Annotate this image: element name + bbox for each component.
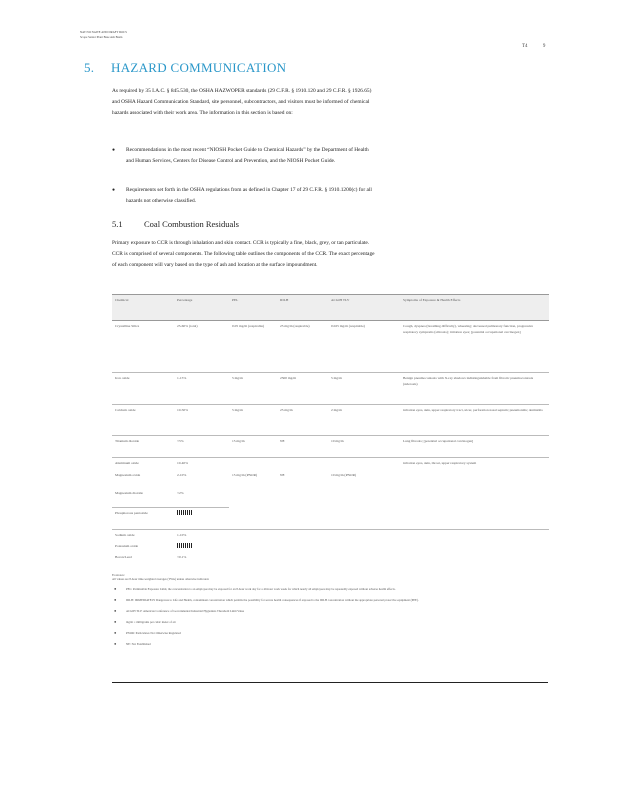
cell-symptoms: Benign pneumoconiosis with X-ray shadows indistinguishable from fibrotic pneumoconiosis (siderosis) xyxy=(400,373,549,405)
cell-pel: 0.05 mg/m (respirable) xyxy=(229,321,277,373)
table-footnotes xyxy=(112,573,549,653)
bullet-item xyxy=(112,145,377,167)
cell-percentage: <2% xyxy=(174,488,229,508)
cell-chemical: Sodium oxide xyxy=(115,533,135,537)
cell-percentage xyxy=(174,508,229,530)
bullet-icon: ● xyxy=(114,586,117,591)
table-row xyxy=(112,541,549,552)
section-intro: As required by 35 I.A.C. § 845.530, the OSHA HAZWOPER standards (29 C.F.R. § 1910.120 and 29 C.F.R. § 1926.65) and OSHA Hazard Communication Standard, site personnel, subcontractors, and visitors must be informed of chemical hazards associated with their work area. The information in this section is based on: xyxy=(112,88,372,116)
cell-percentage xyxy=(174,541,229,552)
subsection-paragraph: Primary exposure to CCR is through inhalation and skin contact. CCR is typically a fine, black, grey, or tan particulate. CCR is comprised of several components. The following table outlines the components of the CCR. The exact percentage of each component will vary based on the type of ash and location at the surface impoundment. xyxy=(112,240,375,268)
table-row xyxy=(112,436,549,458)
cell-tlv: 5 mg/m xyxy=(328,373,400,405)
footnote-item: ● mg/m = milligrams per cubic meter of air xyxy=(114,619,176,624)
col-header-percentage: Percentage xyxy=(174,295,229,321)
cell-tlv: 2 mg/m xyxy=(328,405,400,436)
cell-chemical: Aluminum oxide xyxy=(115,461,139,465)
footnote-item: ● PEL: Permissible Exposure Limit, the concentration to an employee may be exposed for an 8-hour work day for a 40-hour work week for which nearly all employees may be repeatedly exposed without adverse health effects. xyxy=(114,586,396,591)
table-row xyxy=(112,530,549,541)
cell-idlh xyxy=(277,458,328,470)
cell-pel: 5 mg/m xyxy=(229,405,277,436)
cell-chemical: Titanium dioxide xyxy=(112,436,174,458)
cell-symptoms: Lung fibrosis; [potential occupational carcinogen] xyxy=(400,436,549,458)
subsection-title: Coal Combustion Residuals xyxy=(144,219,239,229)
col-header-pel: PEL xyxy=(229,295,277,321)
cell-percentage: 1-15% xyxy=(174,373,229,405)
header-line-2: Scope Senior Plant Base Ash Basin xyxy=(80,35,123,39)
col-header-tlv: ACGIH TLV xyxy=(328,295,400,321)
table-header-row xyxy=(112,295,549,321)
cell-symptoms: irritation eyes, skin, upper respiratory tract, ulcer, perforation nasal septum; pneumonitis; dermatitis xyxy=(400,405,549,436)
cell-percentage: 2-10% xyxy=(177,472,187,477)
table-row xyxy=(112,508,549,530)
header-line-1: NAT NO NAITE AND DRAFT DOCS xyxy=(80,30,127,34)
page-header-right xyxy=(508,44,545,49)
header-doc-code: T4 xyxy=(522,44,528,49)
footnote-item: ● PNOR: Particulates Not Otherwise Regulated xyxy=(114,630,181,635)
cell-pel xyxy=(229,458,277,470)
footnotes-title: Footnotes: xyxy=(112,573,125,577)
footnote-item: ● NE: Not Established xyxy=(114,641,151,646)
footnote-item: ● IDLH: IMMEDIATELY Dangerous to Life and Health, contaminant concentration which permits the possibility for severe health consequences if exposed to the IDLH concentration without the appropriate personal protective equipment (PPE). xyxy=(114,597,419,602)
cell-idlh: 25 mg/m xyxy=(277,405,328,436)
footnotes-intro: All values are 8-hour time-weighted averages (TWA) unless otherwise indicated. xyxy=(112,577,210,581)
cell-chemical: Magnesium oxide xyxy=(115,472,141,477)
page-header-left xyxy=(80,30,127,40)
cell-symptoms: Cough, dyspnea (breathing difficulty), wheezing; decreased pulmonary function, progressive respiratory symptoms (silicosis); irritation eyes; [potential occupational carcinogen] xyxy=(400,321,549,373)
cell-chemical: Calcium oxide xyxy=(112,405,174,436)
cell-percentage: <0.1% xyxy=(177,554,187,559)
section-heading xyxy=(84,60,286,76)
illegible-mark xyxy=(177,510,193,515)
cell-idlh: NE xyxy=(280,472,285,477)
col-header-symptoms: Symptoms of Exposure & Health Effects xyxy=(400,295,549,321)
cell-idlh: 2500 mg/m xyxy=(277,373,328,405)
cell-symptoms: irritation eyes, skin, throat, upper respiratory system xyxy=(403,461,477,465)
bullet-icon: ● xyxy=(114,619,117,624)
bullet-item xyxy=(112,185,377,207)
subsection-heading xyxy=(112,219,239,229)
col-header-idlh: IDLH xyxy=(277,295,328,321)
cell-chemical: Magnesium dioxide xyxy=(112,488,174,508)
bullet-icon: ● xyxy=(114,641,117,646)
cell-idlh: NE xyxy=(277,436,328,458)
bullet-icon: ● xyxy=(112,188,116,193)
bullet-icon: ● xyxy=(114,630,117,635)
cell-percentage: 10-40% xyxy=(177,461,189,465)
cell-percentage: 25-60% (total) xyxy=(174,321,229,373)
cell-chemical: Phosphorous pentoxide xyxy=(112,508,174,530)
table-row xyxy=(112,373,549,405)
ccr-components-table xyxy=(112,294,549,563)
cell-chemical: Iron oxide xyxy=(112,373,174,405)
bullet-icon: ● xyxy=(114,597,117,602)
cell-idlh: 25 mg/m (respirable) xyxy=(277,321,328,373)
cell-chemical: Potassium oxide xyxy=(115,543,139,548)
cell-chemical: Boron/Lead xyxy=(115,554,132,559)
section-number: 5. xyxy=(84,60,95,75)
cell-percentage: <5% xyxy=(174,436,229,458)
table-row xyxy=(112,552,549,563)
cell-tlv: 10 mg/m xyxy=(328,436,400,458)
cell-tlv: 0.025 mg/m (respirable) xyxy=(328,321,400,373)
cell-pel: 5 mg/m xyxy=(229,373,277,405)
subsection-number: 5.1 xyxy=(112,219,123,229)
bullet-icon: ● xyxy=(114,608,117,613)
cell-pel: 15 mg/m (PNOR) xyxy=(232,472,258,477)
table-row xyxy=(112,458,549,470)
col-header-chemical: Chemical xyxy=(112,295,174,321)
table-row xyxy=(112,321,549,373)
cell-tlv: 10 mg/m (PNOR) xyxy=(331,472,357,477)
section-end-rule xyxy=(112,682,548,683)
section-title: HAZARD COMMUNICATION xyxy=(111,60,287,75)
cell-pel: 15 mg/m xyxy=(229,436,277,458)
table-row xyxy=(112,405,549,436)
cell-percentage: 1-10% xyxy=(177,533,187,537)
page-number: 9 xyxy=(542,44,546,49)
bullet-text: Recommendations in the most recent “NIOSH Pocket Guide to Chemical Hazards” by the Department of Health and Human Services, Centers for Disease Control and Prevention, and the NIOSH Pocket Guide. xyxy=(126,147,369,164)
footnote-item: ● ACGIH TLV: American Conference of Governmental Industrial Hygienists Threshold Limit Value xyxy=(114,608,245,613)
illegible-mark xyxy=(177,543,193,548)
bullet-text: Requirements set forth in the OSHA regulations from as defined in Chapter 17 of 29 C.F.R. § 1910.1200(c) for all hazards not otherwise classified. xyxy=(126,187,372,204)
cell-chemical: Crystalline Silica xyxy=(112,321,174,373)
cell-tlv xyxy=(328,458,400,470)
cell-percentage: 10-50% xyxy=(174,405,229,436)
bullet-icon: ● xyxy=(112,148,116,153)
